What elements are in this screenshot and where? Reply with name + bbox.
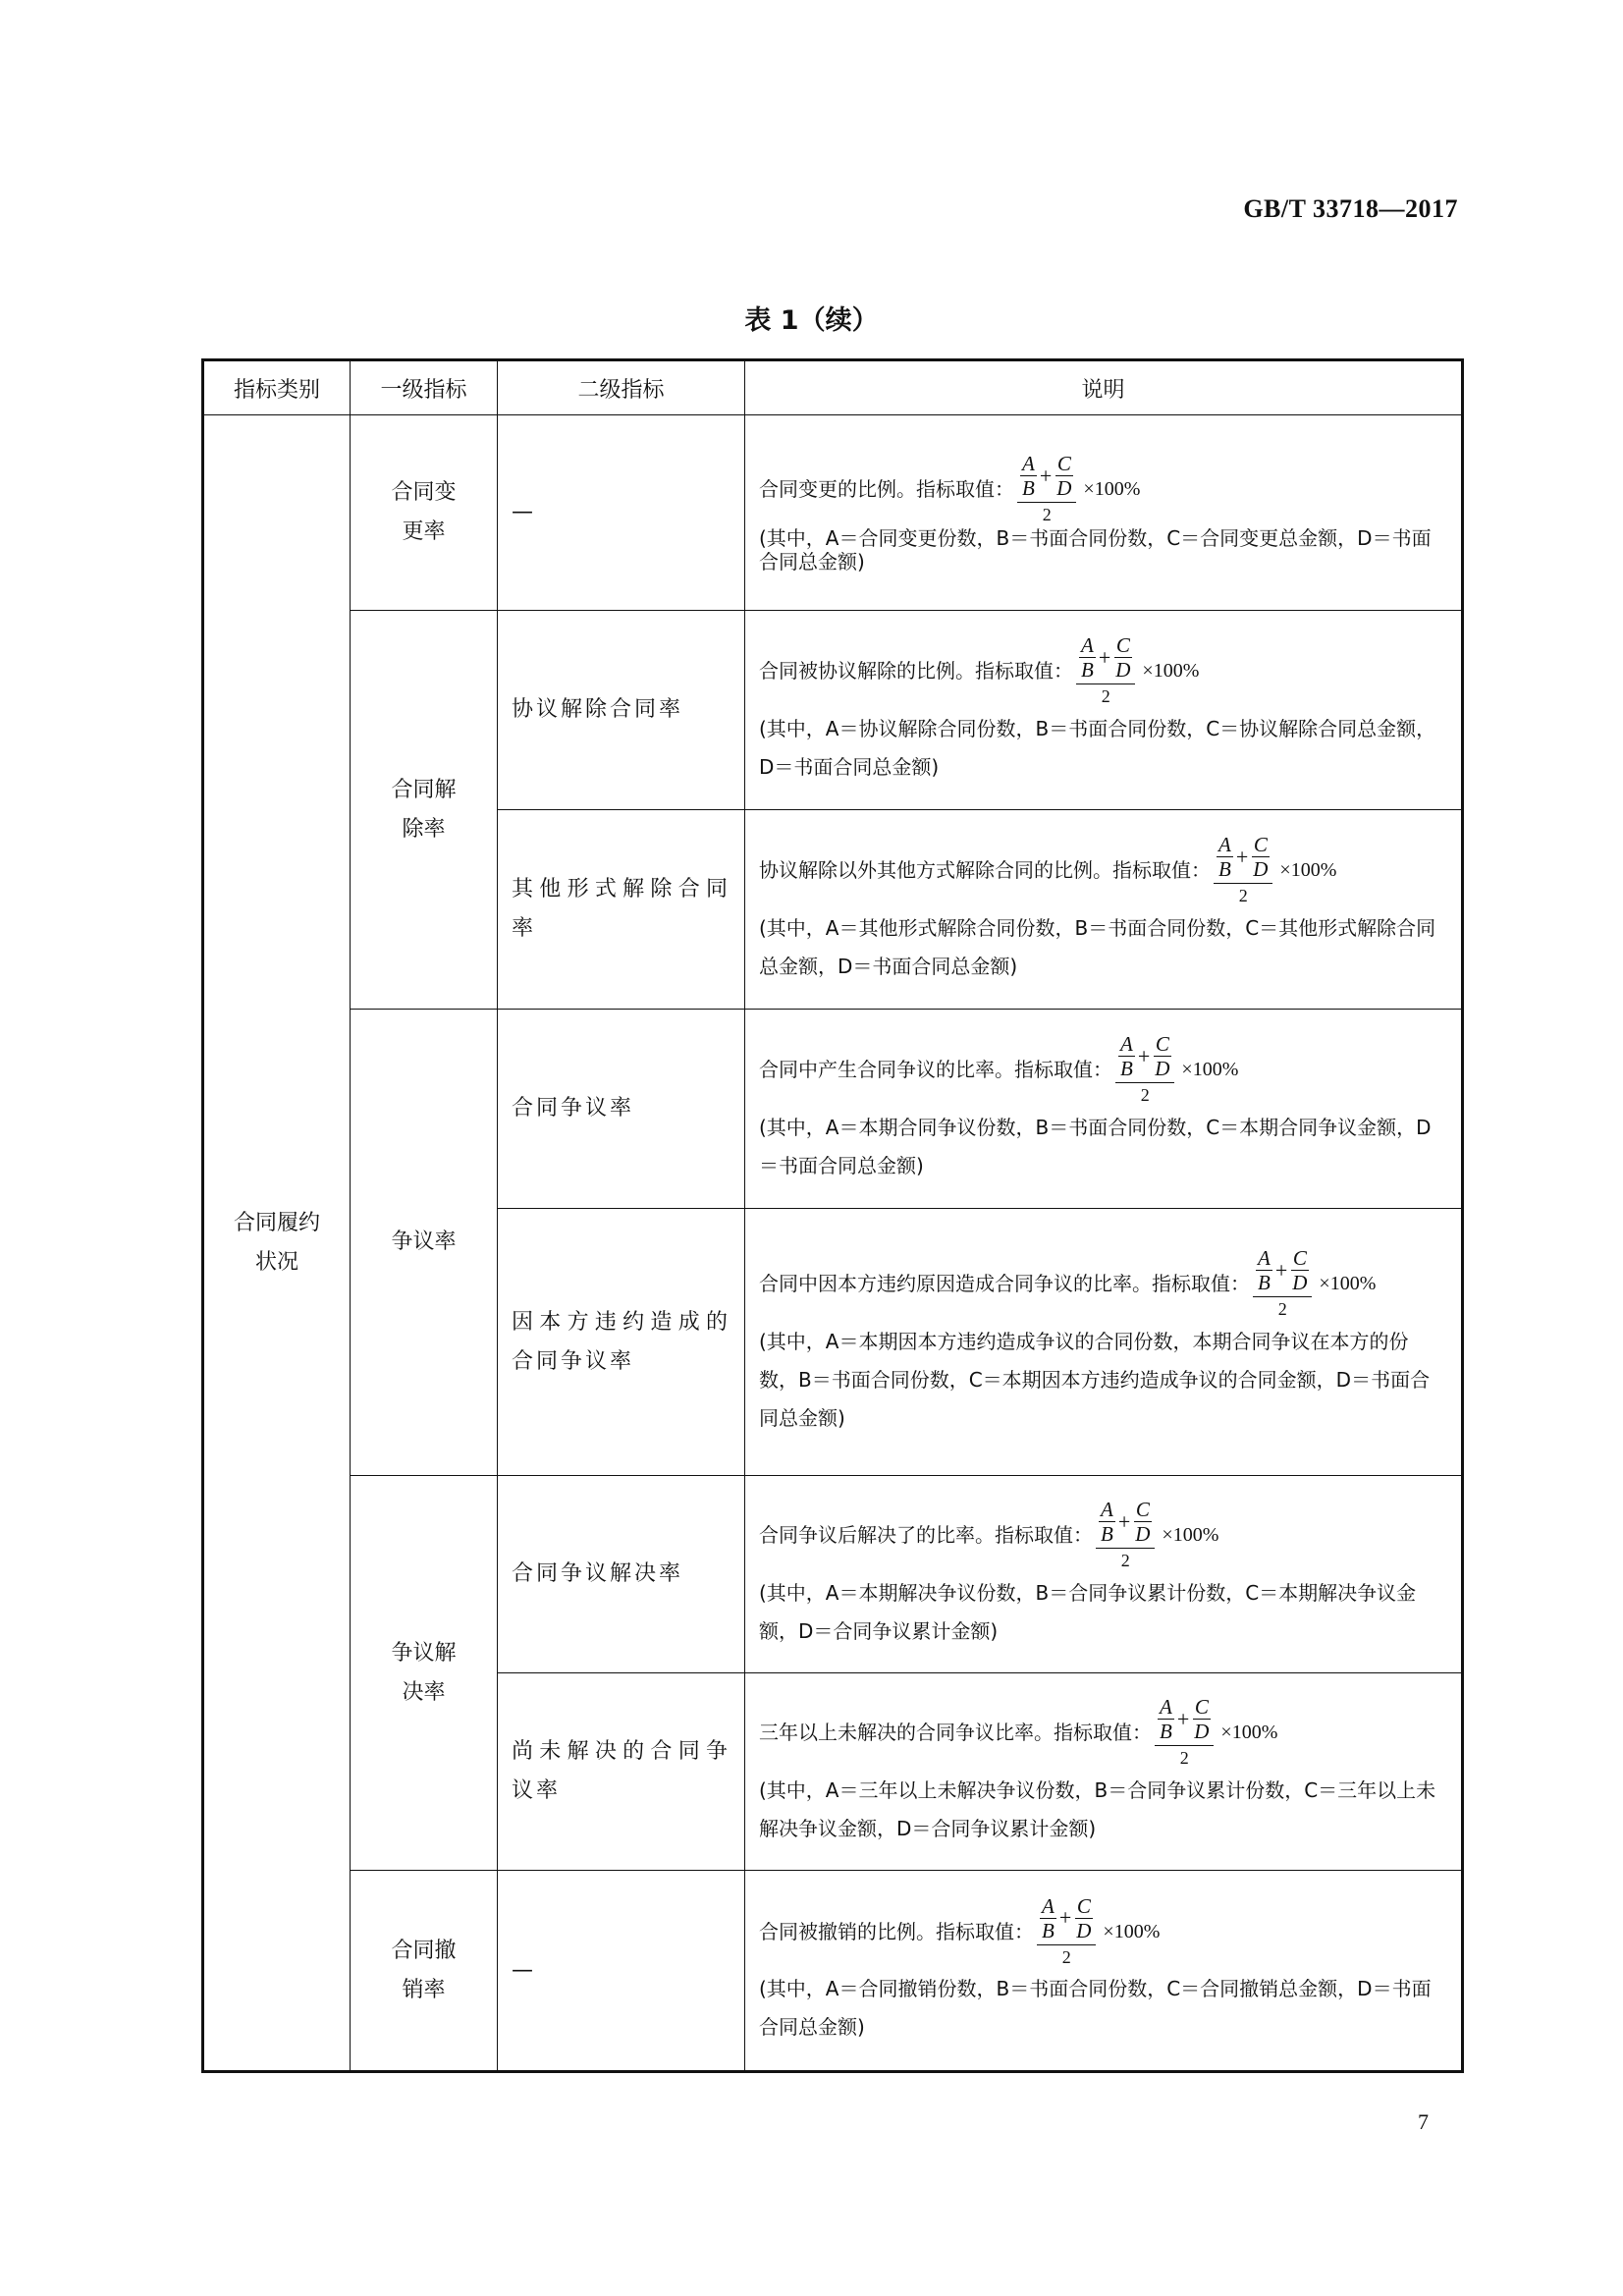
formula-denominator: 2: [1277, 1299, 1287, 1320]
times-percent: ×100%: [1103, 1920, 1161, 1942]
description-lead: 合同争议后解决了的比率。指标取值：: [759, 1523, 1093, 1547]
description-lead: 合同被撤销的比例。指标取值：: [759, 1919, 1034, 1943]
times-percent: ×100%: [1319, 1273, 1377, 1294]
fraction-c-over-d: [1290, 1246, 1309, 1294]
plus-sign: +: [1176, 1706, 1190, 1731]
description-lead: 合同变更的比例。指标取值：: [759, 477, 1014, 501]
formula-numerator: [1214, 833, 1272, 884]
primary-indicator: 争议率: [351, 1010, 498, 1476]
formula-line: [759, 833, 1447, 907]
secondary-indicator: —: [498, 1871, 745, 2072]
table-row: [203, 1871, 1463, 2072]
formula-fraction: [1155, 1695, 1214, 1770]
index-formula: [1014, 452, 1140, 526]
index-formula: [1250, 1246, 1376, 1321]
index-formula: [1152, 1695, 1277, 1770]
formula-line: [759, 633, 1447, 708]
plus-sign: +: [1098, 644, 1111, 670]
plus-sign: +: [1137, 1043, 1151, 1068]
times-percent: ×100%: [1181, 1059, 1239, 1080]
table-title: 表 1（续）: [744, 305, 879, 336]
index-formula: [1112, 1032, 1238, 1107]
table-row: [203, 1010, 1463, 1209]
fraction-c-over-d: [1251, 833, 1270, 881]
times-percent: ×100%: [1279, 859, 1337, 881]
plus-sign: +: [1039, 463, 1053, 488]
plus-sign: +: [1235, 844, 1249, 869]
fraction-a-over-b: [1020, 452, 1037, 500]
plus-sign: +: [1274, 1257, 1288, 1283]
secondary-indicator: —: [498, 415, 745, 611]
description-note: (其中，A＝三年以上未解决争议份数，B＝合同争议累计份数，C＝三年以上未解决争议金额，D＝合同争议累计金额): [759, 1777, 1436, 1840]
description-lead: 协议解除以外其他方式解除合同的比例。指标取值：: [759, 858, 1211, 882]
fraction-a-over-b: [1079, 633, 1096, 682]
formula-fraction: [1214, 833, 1272, 907]
page-number: 7: [1418, 2109, 1429, 2134]
description-cell: [745, 1209, 1463, 1476]
description-cell: [745, 1673, 1463, 1871]
column-header-category: 指标类别: [203, 360, 351, 415]
secondary-indicator: 尚未解决的合同争议率: [498, 1673, 745, 1871]
index-formula: [1034, 1894, 1160, 1969]
times-percent: ×100%: [1162, 1524, 1219, 1546]
formula-numerator: [1017, 452, 1076, 503]
formula-line: [759, 1695, 1447, 1770]
symbol-c: C: [1076, 1893, 1091, 1918]
symbol-a: A: [1042, 1893, 1055, 1918]
fraction-c-over-d: [1192, 1695, 1211, 1743]
description-note: (其中，A＝本期解决争议份数，B＝合同争议累计份数，C＝本期解决争议金额，D＝合同争议累计金额): [759, 1580, 1417, 1643]
description-cell: [745, 415, 1463, 611]
formula-numerator: [1076, 633, 1135, 684]
index-formula: [1211, 833, 1336, 907]
description-note: (其中，A＝其他形式解除合同份数，B＝书面合同份数，C＝其他形式解除合同总金额，D＝书面合同总金额): [759, 915, 1436, 978]
formula-line: [759, 1032, 1447, 1107]
times-percent: ×100%: [1220, 1722, 1278, 1743]
formula-fraction: [1096, 1498, 1155, 1572]
fraction-c-over-d: [1074, 1894, 1093, 1942]
symbol-c: C: [1056, 452, 1071, 476]
symbol-a: A: [1160, 1695, 1172, 1720]
symbol-b: B: [1218, 857, 1231, 882]
description-note: (其中，A＝协议解除合同份数，B＝书面合同份数，C＝协议解除合同总金额，D＝书面合同总金额): [759, 716, 1436, 779]
description-cell: [745, 1010, 1463, 1209]
symbol-d: D: [1292, 1271, 1308, 1295]
symbol-b: B: [1081, 658, 1094, 683]
primary-indicator: 合同解 除率: [351, 611, 498, 1010]
formula-line: [759, 1498, 1447, 1572]
description-note: (其中，A＝本期合同争议份数，B＝书面合同份数，C＝本期合同争议金额，D＝书面合同总金额): [759, 1115, 1432, 1177]
standard-code: GB/T 33718—2017: [1243, 194, 1458, 223]
plus-sign: +: [1058, 1905, 1072, 1930]
formula-line: [759, 1246, 1447, 1321]
symbol-a: A: [1101, 1498, 1113, 1522]
table-row: [203, 1476, 1463, 1673]
formula-denominator: 2: [1140, 1085, 1150, 1106]
formula-numerator: [1096, 1498, 1155, 1549]
symbol-d: D: [1076, 1918, 1092, 1942]
fraction-a-over-b: [1256, 1246, 1272, 1294]
primary-indicator: 合同撤 销率: [351, 1871, 498, 2072]
description-continuation: (其中，A＝合同变更份数，B＝书面合同份数，C＝合同变更总金额，D＝书面合同总金额): [759, 525, 1432, 574]
formula-line: [759, 452, 1447, 574]
fraction-a-over-b: [1158, 1695, 1174, 1743]
symbol-b: B: [1042, 1918, 1055, 1942]
secondary-indicator: 因本方违约造成的合同争议率: [498, 1209, 745, 1476]
formula-fraction: [1115, 1032, 1174, 1107]
times-percent: ×100%: [1083, 478, 1141, 500]
symbol-a: A: [1081, 633, 1094, 658]
formula-fraction: [1076, 633, 1135, 708]
description-note: (其中，A＝合同撤销份数，B＝书面合同份数，C＝合同撤销总金额，D＝书面合同总金额): [759, 1977, 1432, 2040]
symbol-b: B: [1101, 1522, 1113, 1547]
description-lead: 三年以上未解决的合同争议比率。指标取值：: [759, 1721, 1152, 1744]
symbol-d: D: [1056, 476, 1072, 501]
symbol-a: A: [1258, 1246, 1271, 1271]
formula-denominator: 2: [1042, 505, 1052, 525]
indicator-category: 合同履约 状况: [203, 415, 351, 2072]
symbol-b: B: [1258, 1271, 1271, 1295]
table-header-row: [203, 360, 1463, 415]
index-formula: [1073, 633, 1199, 708]
column-header-description: 说明: [745, 360, 1463, 415]
formula-denominator: 2: [1238, 886, 1248, 906]
description-cell: [745, 1871, 1463, 2072]
description-lead: 合同中因本方违约原因造成合同争议的比率。指标取值：: [759, 1272, 1250, 1295]
primary-indicator: 合同变 更率: [351, 415, 498, 611]
fraction-a-over-b: [1040, 1894, 1056, 1942]
description-lead: 合同被协议解除的比例。指标取值：: [759, 659, 1073, 683]
table-row: [203, 611, 1463, 810]
fraction-a-over-b: [1217, 833, 1233, 881]
description-lead: 合同中产生合同争议的比率。指标取值：: [759, 1058, 1112, 1081]
secondary-indicator: 合同争议解决率: [498, 1476, 745, 1673]
column-header-primary: 一级指标: [351, 360, 498, 415]
symbol-b: B: [1160, 1720, 1172, 1744]
formula-denominator: 2: [1101, 686, 1110, 707]
formula-denominator: 2: [1179, 1748, 1189, 1769]
fraction-c-over-d: [1113, 633, 1132, 682]
symbol-d: D: [1253, 857, 1269, 882]
plus-sign: +: [1117, 1508, 1131, 1534]
formula-numerator: [1115, 1032, 1174, 1083]
secondary-indicator: 协议解除合同率: [498, 611, 745, 810]
table-row: [203, 415, 1463, 611]
formula-numerator: [1155, 1695, 1214, 1746]
symbol-d: D: [1194, 1720, 1210, 1744]
fraction-c-over-d: [1055, 452, 1073, 500]
symbol-b: B: [1022, 476, 1035, 501]
secondary-indicator: 其他形式解除合同率: [498, 810, 745, 1010]
description-note: (其中，A＝本期因本方违约造成争议的合同份数，本期合同争议在本方的份数，B＝书面合同份数，C＝本期因本方违约造成争议的合同金额，D＝书面合同总金额): [759, 1329, 1431, 1430]
symbol-c: C: [1253, 833, 1268, 857]
formula-numerator: [1253, 1246, 1312, 1297]
symbol-c: C: [1194, 1695, 1209, 1720]
primary-indicator: 争议解 决率: [351, 1476, 498, 1871]
symbol-d: D: [1115, 658, 1131, 683]
fraction-a-over-b: [1099, 1498, 1115, 1546]
symbol-d: D: [1155, 1057, 1170, 1081]
formula-denominator: 2: [1061, 1946, 1071, 1967]
description-cell: [745, 611, 1463, 810]
column-header-secondary: 二级指标: [498, 360, 745, 415]
description-cell: [745, 810, 1463, 1010]
formula-line: [759, 1894, 1447, 1969]
index-formula: [1093, 1498, 1218, 1572]
symbol-c: C: [1292, 1246, 1307, 1271]
formula-denominator: 2: [1120, 1551, 1130, 1571]
secondary-indicator: 合同争议率: [498, 1010, 745, 1209]
indicator-table: [201, 358, 1464, 2073]
symbol-d: D: [1135, 1522, 1151, 1547]
symbol-a: A: [1218, 833, 1231, 857]
times-percent: ×100%: [1142, 660, 1200, 682]
symbol-a: A: [1120, 1032, 1133, 1057]
symbol-a: A: [1022, 452, 1035, 476]
symbol-c: C: [1155, 1032, 1169, 1057]
symbol-b: B: [1120, 1057, 1133, 1081]
description-cell: [745, 1476, 1463, 1673]
formula-numerator: [1037, 1894, 1096, 1945]
symbol-c: C: [1135, 1498, 1150, 1522]
formula-fraction: [1017, 452, 1076, 526]
formula-fraction: [1253, 1246, 1312, 1321]
fraction-a-over-b: [1118, 1032, 1135, 1080]
fraction-c-over-d: [1153, 1032, 1171, 1080]
formula-fraction: [1037, 1894, 1096, 1969]
symbol-c: C: [1115, 633, 1130, 658]
fraction-c-over-d: [1133, 1498, 1152, 1546]
